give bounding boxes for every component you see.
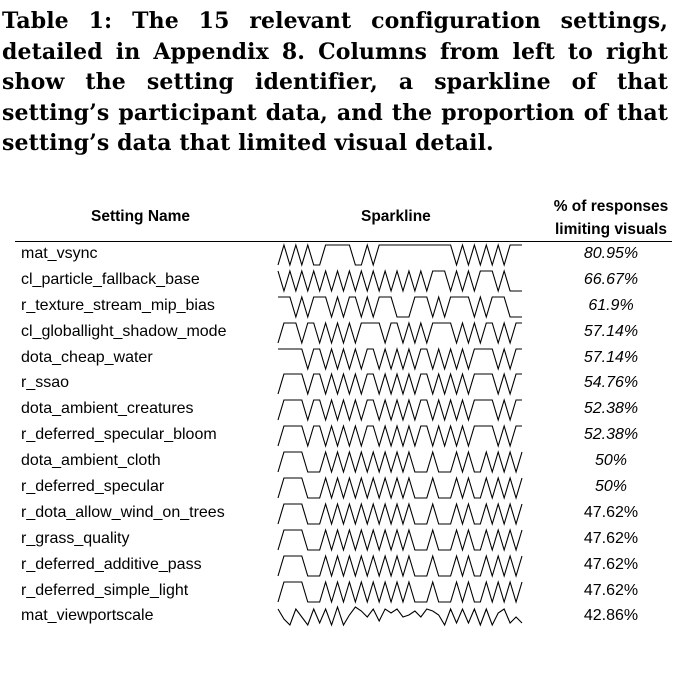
- sparkline-series: [278, 582, 522, 602]
- sparkline-series: [278, 349, 522, 369]
- sparkline-series: [278, 323, 522, 343]
- percent-limiting: 42.86%: [583, 607, 639, 625]
- table-row: [15, 423, 672, 449]
- table-row: [15, 371, 672, 397]
- sparkline-series: [278, 245, 522, 265]
- table-body: [15, 242, 672, 630]
- table-row: [15, 268, 672, 294]
- percent-limiting: 57.14%: [583, 348, 639, 366]
- sparkline: [277, 320, 523, 346]
- sparkline-series: [278, 426, 522, 446]
- table-header: [15, 193, 672, 242]
- sparkline: [277, 242, 523, 268]
- sparkline: [277, 527, 523, 553]
- sparkline-series: [278, 478, 522, 498]
- sparkline-series: [278, 504, 522, 524]
- table-row: [15, 604, 672, 630]
- sparkline-series: [278, 556, 522, 576]
- setting-name: r_texture_stream_mip_bias: [21, 296, 215, 314]
- header-percent-line2: limiting visuals: [555, 221, 667, 238]
- table-row: [15, 527, 672, 553]
- setting-name: r_grass_quality: [21, 529, 130, 547]
- sparkline-series: [278, 297, 522, 317]
- sparkline: [277, 475, 523, 501]
- setting-name: mat_viewportscale: [21, 607, 154, 625]
- sparkline: [277, 346, 523, 372]
- percent-limiting: 52.38%: [583, 400, 639, 418]
- table-row: [15, 579, 672, 605]
- table-caption: Table 1: The 15 relevant configuration settings, detailed in Appendix 8. Columns from left to right show the setting identifier, a sparkline of that setting’s participant data, and the proportion of that setting’s data that limited visual detail.: [2, 8, 668, 156]
- sparkline: [277, 423, 523, 449]
- setting-name: cl_particle_fallback_base: [21, 270, 200, 288]
- sparkline: [277, 397, 523, 423]
- percent-limiting: 50%: [594, 452, 628, 470]
- table-row: [15, 346, 672, 372]
- table-row: [15, 449, 672, 475]
- percent-limiting: 47.62%: [583, 581, 639, 599]
- sparkline: [277, 604, 523, 630]
- percent-limiting: 47.62%: [583, 529, 639, 547]
- percent-limiting: 52.38%: [583, 426, 639, 444]
- percent-limiting: 61.9%: [588, 296, 634, 314]
- percent-limiting: 50%: [594, 478, 628, 496]
- sparkline: [277, 553, 523, 579]
- setting-name: r_deferred_specular: [21, 478, 165, 496]
- setting-name: r_deferred_additive_pass: [21, 555, 202, 573]
- header-setting-name: Setting Name: [91, 208, 191, 225]
- sparkline: [277, 371, 523, 397]
- percent-limiting: 57.14%: [583, 322, 639, 340]
- sparkline: [277, 449, 523, 475]
- percent-limiting: 47.62%: [583, 555, 639, 573]
- sparkline: [277, 268, 523, 294]
- sparkline-series: [278, 530, 522, 550]
- percent-limiting: 80.95%: [583, 245, 639, 262]
- table-row: [15, 397, 672, 423]
- sparkline-series: [278, 607, 522, 625]
- header-sparkline: Sparkline: [361, 208, 431, 225]
- sparkline: [277, 579, 523, 605]
- setting-name: r_ssao: [21, 374, 70, 392]
- percent-limiting: 47.62%: [583, 503, 639, 521]
- sparkline-series: [278, 452, 522, 472]
- table-row: [15, 294, 672, 320]
- percent-limiting: 54.76%: [583, 374, 639, 392]
- table-row: [15, 242, 672, 268]
- table-row: [15, 501, 672, 527]
- setting-name: dota_cheap_water: [21, 348, 153, 366]
- setting-name: r_deferred_specular_bloom: [21, 426, 217, 444]
- sparkline: [277, 294, 523, 320]
- setting-name: r_deferred_simple_light: [21, 581, 189, 599]
- header-percent: [550, 195, 672, 241]
- percent-limiting: 66.67%: [583, 270, 639, 288]
- table-row: [15, 320, 672, 346]
- sparkline-series: [278, 374, 522, 394]
- setting-name: r_dota_allow_wind_on_trees: [21, 503, 225, 521]
- sparkline-series: [278, 400, 522, 420]
- sparkline-series: [278, 271, 522, 291]
- setting-name: dota_ambient_cloth: [21, 452, 161, 470]
- setting-name: dota_ambient_creatures: [21, 400, 194, 418]
- setting-name: cl_globallight_shadow_mode: [21, 322, 227, 340]
- table-row: [15, 553, 672, 579]
- header-percent-line1: % of responses: [553, 198, 669, 215]
- table-row: [15, 475, 672, 501]
- settings-table: [15, 193, 672, 630]
- sparkline: [277, 501, 523, 527]
- setting-name: mat_vsync: [21, 245, 98, 262]
